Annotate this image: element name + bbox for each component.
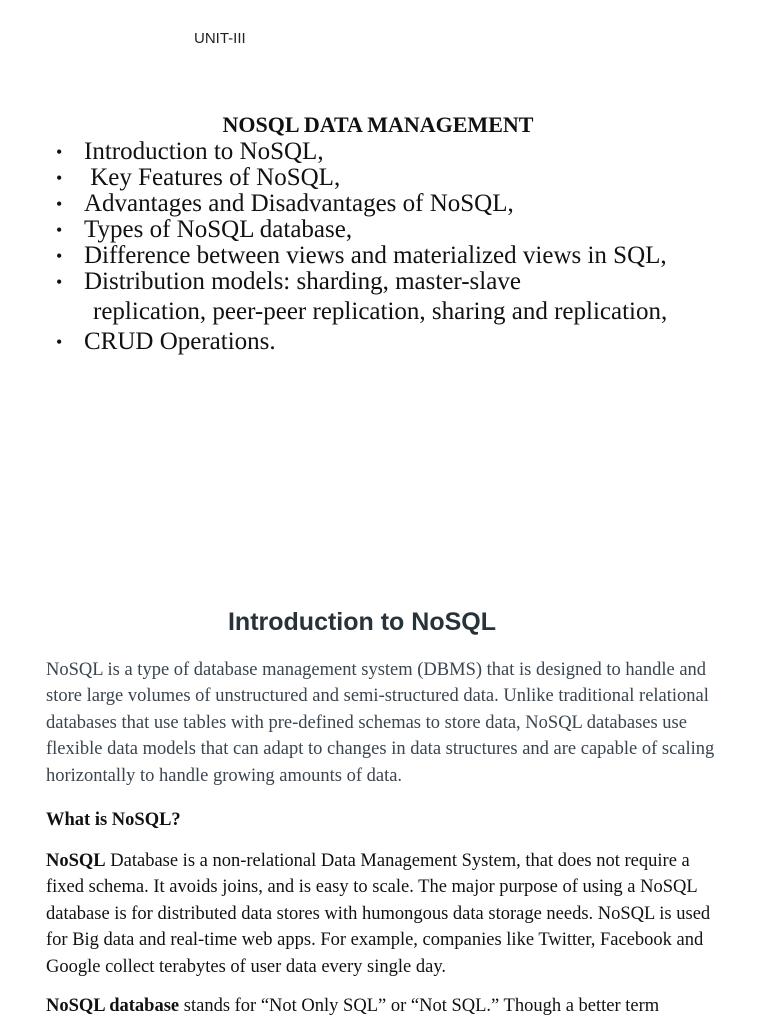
list-item [56,139,756,165]
topic-text: Advantages and Disadvantages of NoSQL, [84,190,514,217]
stands-for-paragraph [46,993,726,1019]
topic-text: Introduction to NoSQL, [84,138,324,165]
topic-text: Key Features of NoSQL, [84,164,341,191]
topic-continuation: replication, peer-peer replication, sharing and replication, [93,298,668,325]
topic-text: Distribution models: sharding, master-slave [84,268,521,295]
list-item [56,217,756,243]
stands-for-bold: NoSQL database [46,996,180,1016]
topic-text: Types of NoSQL database, [84,216,353,243]
section-title: Introduction to NoSQL [227,608,496,636]
bullet-icon: • [56,246,63,266]
bullet-icon: • [56,142,63,162]
definition-text: Database is a non-relational Data Management System, that does not require a fixed schema. It avoids joins, and is easy to scale. The major purpose of using a NoSQL database is for distributed data stores with humongous data storage needs. NoSQL is used for Big data and real-time web apps. For example, companies like Twitter, Facebook and Google collect terabytes of user data every single day. [46,851,711,977]
list-item [56,269,756,325]
bullet-icon: • [56,332,63,352]
unit-label: UNIT-III [194,30,246,47]
list-item [56,165,756,191]
bullet-icon: • [56,272,63,292]
definition-paragraph [46,848,726,980]
intro-paragraph: NoSQL is a type of database management system (DBMS) that is designed to handle and store large volumes of unstructured and semi-structured data. Unlike traditional relational databases that use tables with pre-defined schemas to store data, NoSQL databases use flexible data models that can adapt to changes in data structures and are capable of scaling horizontally to handle growing amounts of data. [46,660,715,786]
page-title: NOSQL DATA MANAGEMENT [222,112,534,137]
bullet-icon: • [56,194,63,214]
definition-bold: NoSQL [46,851,106,871]
list-item [56,329,756,355]
topic-text: CRUD Operations. [84,328,276,355]
topic-list [56,139,756,355]
topic-text: Difference between views and materialized views in SQL, [84,242,667,269]
what-is-heading: What is NoSQL? [46,810,181,830]
bullet-icon: • [56,220,63,240]
list-item [56,243,756,269]
list-item [56,191,756,217]
bullet-icon: • [56,168,63,188]
stands-for-text: stands for “Not Only SQL” or “Not SQL.” Though a better term [179,996,660,1016]
